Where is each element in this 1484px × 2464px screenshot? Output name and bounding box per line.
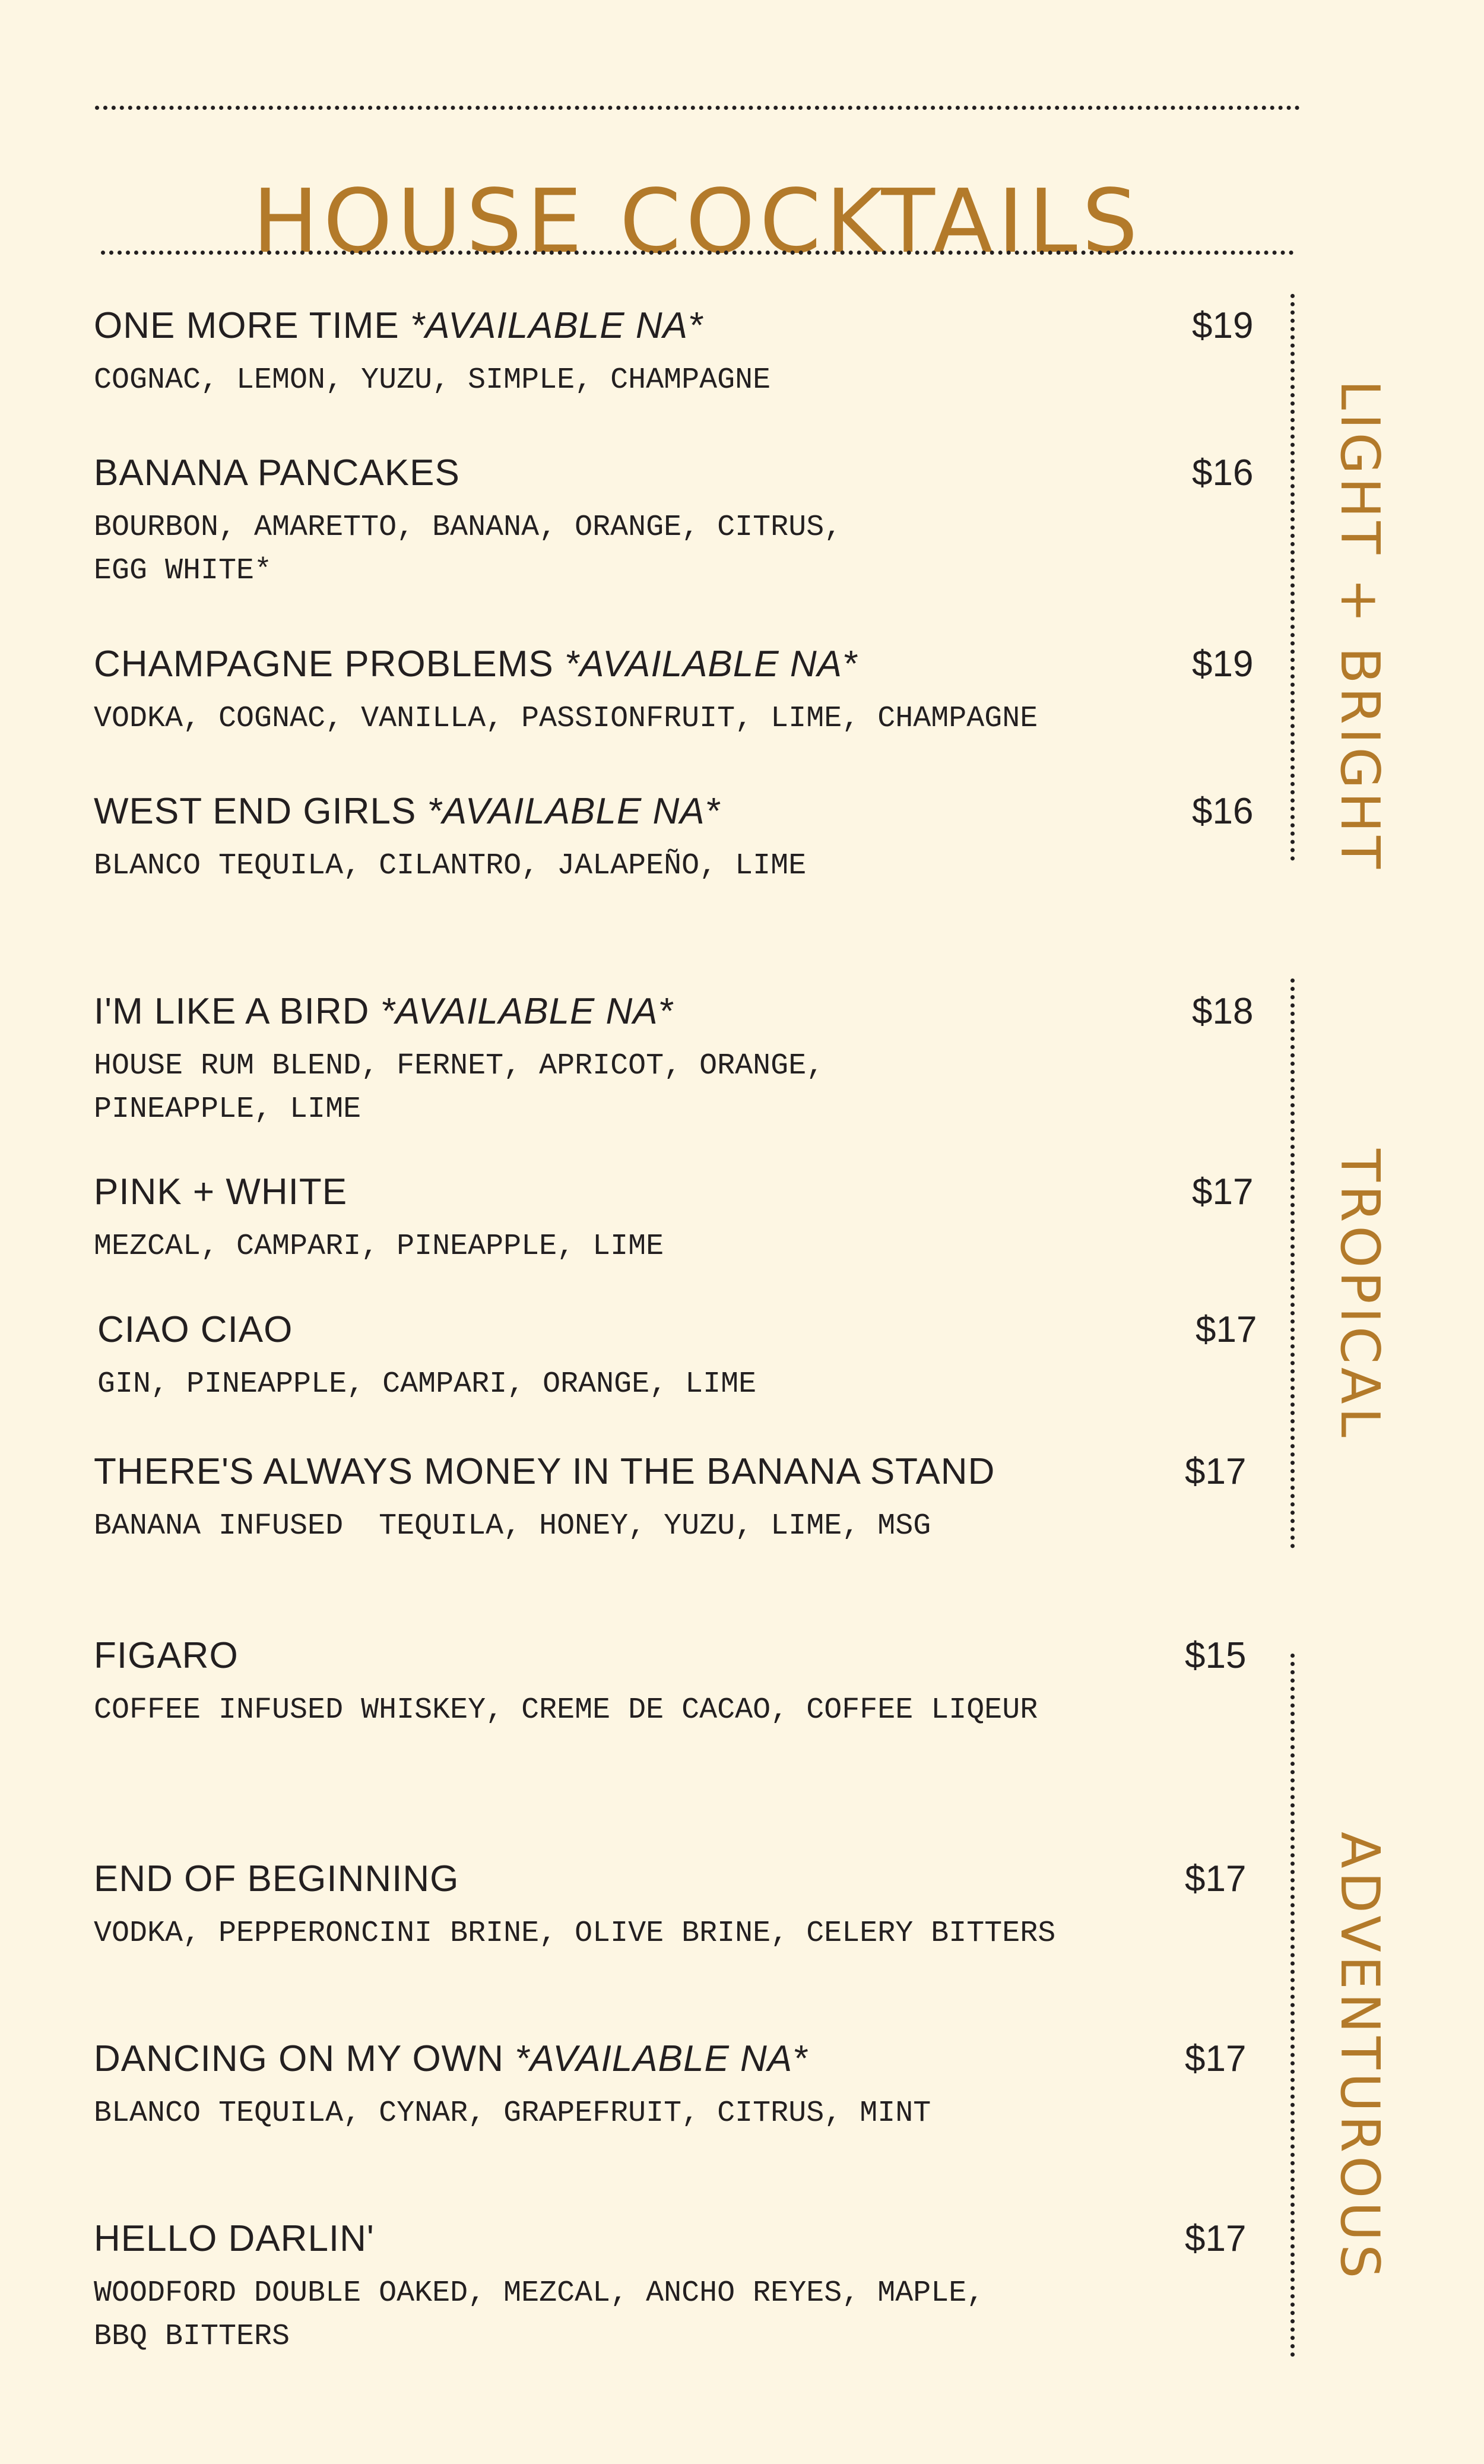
menu-item xyxy=(94,1858,1251,1955)
item-name-line xyxy=(94,1171,1254,1212)
na-note: *AVAILABLE NA* xyxy=(380,991,673,1032)
item-name: WEST END GIRLS xyxy=(94,791,417,832)
item-name: I'M LIKE A BIRD xyxy=(94,991,370,1032)
item-ingredients: COGNAC, LEMON, YUZU, SIMPLE, CHAMPAGNE xyxy=(94,363,771,397)
item-name: HELLO DARLIN' xyxy=(94,2218,375,2259)
item-ingredients: MEZCAL, CAMPARI, PINEAPPLE, LIME xyxy=(94,1230,664,1263)
section-divider-line xyxy=(1290,1654,1295,2357)
item-name-line xyxy=(94,1858,1251,1899)
item-name-line xyxy=(94,991,1254,1032)
item-name: ONE MORE TIME xyxy=(94,305,399,346)
item-price: $15 xyxy=(1185,1635,1247,1676)
menu-item xyxy=(94,452,1254,593)
item-name: THERE'S ALWAYS MONEY IN THE BANANA STAND xyxy=(94,1451,995,1492)
item-price: $19 xyxy=(1192,305,1254,346)
item-name-line xyxy=(94,644,1254,685)
item-name-line xyxy=(94,305,1254,346)
menu-item xyxy=(94,644,1254,740)
item-name-line xyxy=(94,1635,1251,1676)
na-note: *AVAILABLE NA* xyxy=(515,2038,808,2079)
top-dotted-rule xyxy=(95,106,1300,110)
section-label: ADVENTUROUS xyxy=(1328,1832,1391,2282)
item-price: $17 xyxy=(1185,1451,1247,1492)
item-name: END OF BEGINNING xyxy=(94,1858,459,1899)
item-ingredients: VODKA, COGNAC, VANILLA, PASSIONFRUIT, LIME, CHAMPAGNE xyxy=(94,702,1038,736)
item-name: CIAO CIAO xyxy=(97,1309,293,1350)
title-dotted-rule xyxy=(101,251,1294,255)
item-ingredients: BLANCO TEQUILA, CILANTRO, JALAPEÑO, LIME xyxy=(94,849,807,883)
item-ingredients: BOURBON, AMARETTO, BANANA, ORANGE, CITRUS, EGG WHITE* xyxy=(94,511,842,588)
item-ingredients: WOODFORD DOUBLE OAKED, MEZCAL, ANCHO REYES, MAPLE, BBQ BITTERS xyxy=(94,2276,985,2354)
item-price: $17 xyxy=(1185,2038,1247,2079)
menu-item xyxy=(94,1635,1251,1732)
menu-item xyxy=(97,1309,1257,1406)
item-name-line xyxy=(94,1453,1251,1490)
item-price: $18 xyxy=(1192,991,1254,1032)
item-price: $16 xyxy=(1192,452,1254,493)
na-note: *AVAILABLE NA* xyxy=(565,644,858,685)
item-name-line xyxy=(94,452,1254,493)
item-name: PINK + WHITE xyxy=(94,1171,348,1212)
item-ingredients: HOUSE RUM BLEND, FERNET, APRICOT, ORANGE, PINEAPPLE, LIME xyxy=(94,1049,825,1126)
item-ingredients: GIN, PINEAPPLE, CAMPARI, ORANGE, LIME xyxy=(97,1367,757,1401)
item-price: $17 xyxy=(1185,2218,1247,2259)
item-price: $16 xyxy=(1192,791,1254,832)
item-name-line xyxy=(94,791,1254,832)
item-ingredients: BANANA INFUSED TEQUILA, HONEY, YUZU, LIME, MSG xyxy=(94,1509,931,1543)
menu-item xyxy=(94,1171,1254,1268)
item-price: $17 xyxy=(1196,1309,1257,1350)
menu-item xyxy=(94,305,1254,402)
item-name: CHAMPAGNE PROBLEMS xyxy=(94,644,554,685)
item-name: DANCING ON MY OWN xyxy=(94,2038,504,2079)
item-name-line xyxy=(94,2038,1251,2079)
item-price: $17 xyxy=(1185,1858,1247,1899)
item-name-line xyxy=(94,2218,1251,2259)
section-divider-line xyxy=(1290,978,1295,1548)
section-label: TROPICAL xyxy=(1328,1149,1391,1441)
menu-item xyxy=(94,1453,1251,1548)
na-note: *AVAILABLE NA* xyxy=(410,305,703,346)
item-price: $17 xyxy=(1192,1171,1254,1212)
section-label: LIGHT + BRIGHT xyxy=(1328,380,1391,872)
na-note: *AVAILABLE NA* xyxy=(427,791,720,832)
item-ingredients: BLANCO TEQUILA, CYNAR, GRAPEFRUIT, CITRUS, MINT xyxy=(94,2096,931,2130)
section-divider-line xyxy=(1290,294,1295,861)
item-price: $19 xyxy=(1192,644,1254,685)
menu-title: HOUSE COCKTAILS xyxy=(252,170,1143,273)
item-name: BANANA PANCAKES xyxy=(94,452,460,493)
item-name-line xyxy=(97,1309,1257,1350)
menu-item xyxy=(94,791,1254,888)
item-name: FIGARO xyxy=(94,1635,239,1676)
menu-item xyxy=(94,991,1254,1131)
item-ingredients: VODKA, PEPPERONCINI BRINE, OLIVE BRINE, CELERY BITTERS xyxy=(94,1917,1056,1950)
menu-item xyxy=(94,2038,1251,2135)
menu-item xyxy=(94,2218,1251,2358)
item-ingredients: COFFEE INFUSED WHISKEY, CREME DE CACAO, COFFEE LIQEUR xyxy=(94,1693,1038,1727)
